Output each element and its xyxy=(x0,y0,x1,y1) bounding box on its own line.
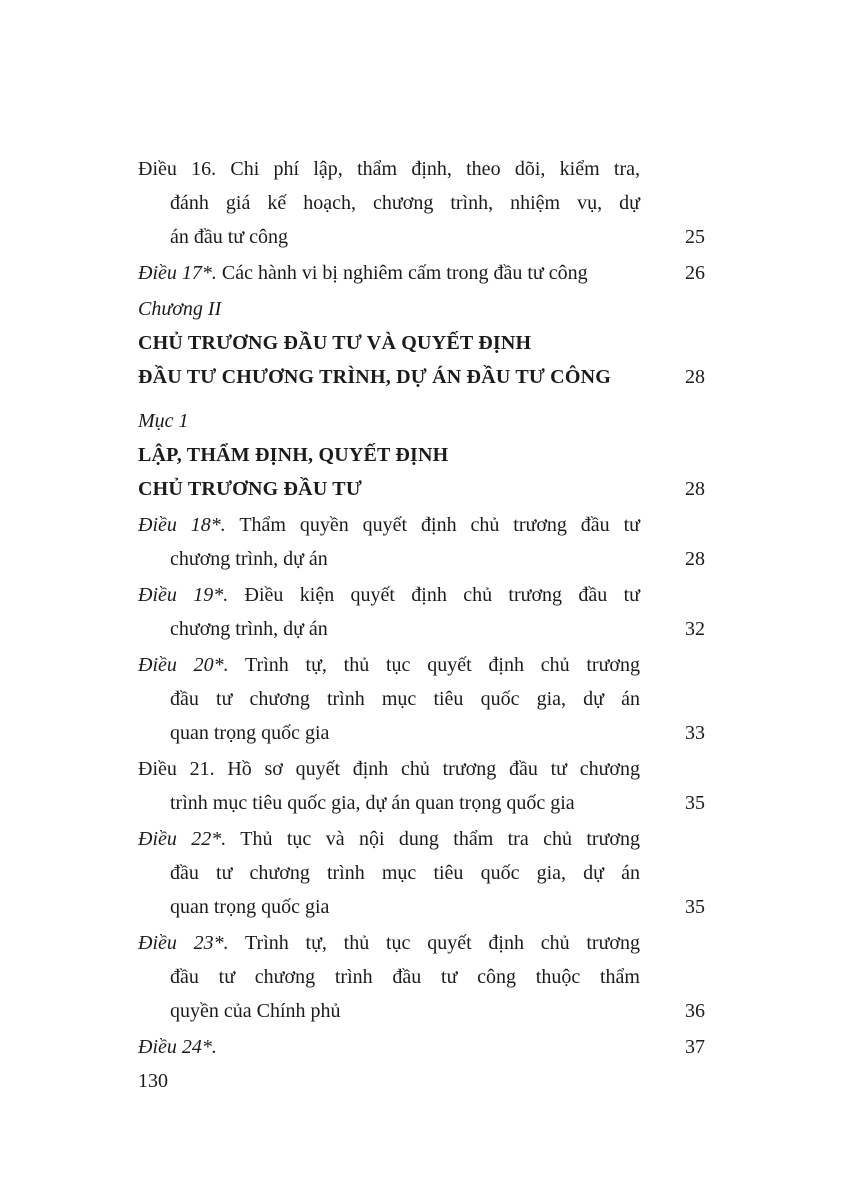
entry-line-rest: Thẩm quyền quyết định chủ trương đầu tư xyxy=(225,514,640,536)
entry-last-line: quan trọng quốc gia xyxy=(170,722,330,744)
entry-last-line: trình mục tiêu quốc gia, dự án quan trọng quốc gia xyxy=(170,792,575,814)
toc-entry-dieu-18 xyxy=(138,508,705,576)
article-label: Điều 17*. xyxy=(138,262,217,284)
entry-line xyxy=(138,822,640,856)
entry-line-rest: Các hành vi bị nghiêm cấm trong đầu tư công xyxy=(216,262,588,284)
entry-page-number: 32 xyxy=(685,618,705,640)
entry-line-rest: Trình tự, thủ tục quyết định chủ trương xyxy=(228,654,640,676)
article-label: Điều 22*. xyxy=(138,828,227,850)
entry-text xyxy=(138,926,640,1028)
toc-entry-dieu-19 xyxy=(138,578,705,646)
entry-page-number: 36 xyxy=(685,1000,705,1022)
entry-text xyxy=(138,256,640,290)
toc-entry-dieu-23 xyxy=(138,926,705,1028)
article-label: Điều 21. xyxy=(138,758,215,780)
article-label: Điều 24*. xyxy=(138,1036,217,1058)
entry-line-rest: Điều kiện quyết định chủ trương đầu tư xyxy=(228,584,640,606)
entry-line xyxy=(138,578,640,612)
entry-line xyxy=(138,648,640,682)
entry-line xyxy=(138,752,640,786)
entry-last-line: quan trọng quốc gia xyxy=(170,896,330,918)
entry-line-rest: Hồ sơ quyết định chủ trương đầu tư chương xyxy=(214,758,640,780)
entry-page-number: 37 xyxy=(685,1036,705,1058)
entry-text xyxy=(138,578,640,646)
entry-page-number: 35 xyxy=(685,792,705,814)
toc-heading-chuong-2 xyxy=(138,292,705,394)
entry-text xyxy=(138,292,640,394)
entry-line: đánh giá kế hoạch, chương trình, nhiệm vụ, dự xyxy=(170,192,640,214)
entry-line: đầu tư chương trình mục tiêu quốc gia, dự án xyxy=(170,688,640,710)
article-label: Điều 19*. xyxy=(138,584,229,606)
entry-last-line: quyền của Chính phủ xyxy=(170,1000,341,1022)
entry-last-line: chương trình, dự án xyxy=(170,618,328,640)
entry-last-line xyxy=(138,1030,640,1064)
entry-text xyxy=(138,752,640,820)
entry-page-number: 26 xyxy=(685,262,705,284)
article-label: Điều 20*. xyxy=(138,654,229,676)
toc-entry-dieu-22 xyxy=(138,822,705,924)
entry-line: đầu tư chương trình mục tiêu quốc gia, dự án xyxy=(170,862,640,884)
entry-last-line: chương trình, dự án xyxy=(170,548,328,570)
entry-page-number: 35 xyxy=(685,896,705,918)
entry-line: đầu tư chương trình đầu tư công thuộc thẩm xyxy=(170,966,640,988)
entry-page-number: 28 xyxy=(685,548,705,570)
entry-text xyxy=(138,1030,640,1064)
toc-entry-dieu-24 xyxy=(138,1030,705,1064)
toc-entry-dieu-17 xyxy=(138,256,705,290)
entry-line xyxy=(138,508,640,542)
chapter-title-line: ĐẦU TƯ CHƯƠNG TRÌNH, DỰ ÁN ĐẦU TƯ CÔNG xyxy=(138,366,611,388)
entry-line-rest: Thủ tục và nội dung thẩm tra chủ trương xyxy=(226,828,640,850)
entry-text xyxy=(138,822,640,924)
section-title-line: LẬP, THẨM ĐỊNH, QUYẾT ĐỊNH xyxy=(138,444,449,466)
entry-last-line: án đầu tư công xyxy=(170,226,289,248)
toc-entry-dieu-16 xyxy=(138,152,705,254)
entry-text xyxy=(138,508,640,576)
section-kicker: Mục 1 xyxy=(138,410,189,432)
folio-page-number: 130 xyxy=(138,1070,168,1092)
toc-entry-dieu-20 xyxy=(138,648,705,750)
entry-line xyxy=(138,152,640,186)
article-label: Điều 16. xyxy=(138,158,217,180)
entry-page-number: 25 xyxy=(685,226,705,248)
chapter-kicker: Chương II xyxy=(138,298,222,320)
chapter-title-line: CHỦ TRƯƠNG ĐẦU TƯ VÀ QUYẾT ĐỊNH xyxy=(138,332,532,354)
entry-line-rest: Trình tự, thủ tục quyết định chủ trương xyxy=(228,932,640,954)
entry-page-number: 28 xyxy=(685,366,705,388)
entry-text xyxy=(138,648,640,750)
toc-heading-muc-1 xyxy=(138,404,705,506)
toc-entry-dieu-21 xyxy=(138,752,705,820)
entry-text xyxy=(138,152,640,254)
toc-content xyxy=(138,152,705,1066)
entry-line-rest: Chi phí lập, thẩm định, theo dõi, kiểm tra, xyxy=(216,158,640,180)
article-label: Điều 23*. xyxy=(138,932,229,954)
entry-page-number: 33 xyxy=(685,722,705,744)
entry-line xyxy=(138,926,640,960)
article-label: Điều 18*. xyxy=(138,514,226,536)
entry-page-number: 28 xyxy=(685,478,705,500)
entry-text xyxy=(138,404,640,506)
section-title-line: CHỦ TRƯƠNG ĐẦU TƯ xyxy=(138,478,362,500)
entry-last-line xyxy=(138,256,640,290)
